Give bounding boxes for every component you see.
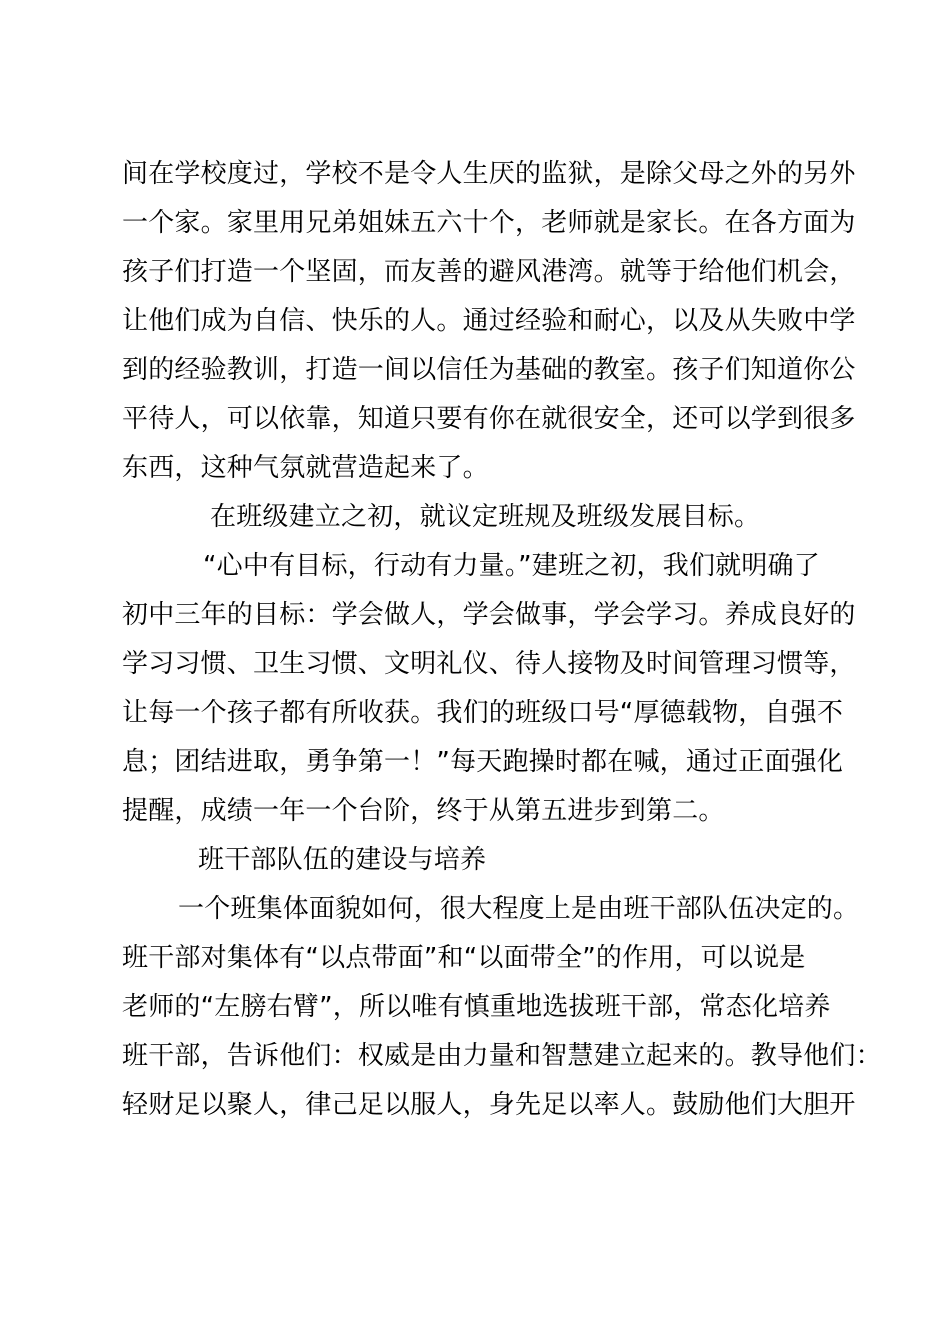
text-line-13: 息；团结进取，勇争第一！”每天跑操时都在喊，通过正面强化 bbox=[122, 747, 844, 777]
text-line-9: “心中有目标，行动有力量。”建班之初，我们就明确了 bbox=[203, 551, 820, 581]
text-line-19: 班干部，告诉他们：权威是由力量和智慧建立起来的。教导他们： bbox=[122, 1041, 882, 1071]
section-heading-1: 在班级建立之初，就议定班规及班级发展目标。 bbox=[210, 502, 761, 532]
text-line-11: 学习习惯、卫生习惯、文明礼仪、待人接物及时间管理习惯等， bbox=[122, 649, 856, 679]
text-line-14: 提醒，成绩一年一个台阶，终于从第五进步到第二。 bbox=[122, 796, 725, 826]
text-line-17: 班干部对集体有“以点带面”和“以面带全”的作用，可以说是 bbox=[122, 943, 806, 973]
text-line-6: 平待人，可以依靠，知道只要有你在就很安全，还可以学到很多 bbox=[122, 404, 856, 434]
text-line-18: 老师的“左膀右臂”，所以唯有慎重地选拔班干部，常态化培养 bbox=[122, 992, 831, 1022]
section-heading-2: 班干部队伍的建设与培养 bbox=[198, 845, 487, 875]
text-line-5: 到的经验教训，打造一间以信任为基础的教室。孩子们知道你公 bbox=[122, 355, 856, 385]
text-line-12: 让每一个孩子都有所收获。我们的班级口号“厚德载物，自强不 bbox=[122, 698, 844, 728]
text-line-20: 轻财足以聚人，律己足以服人，身先足以率人。鼓励他们大胆开 bbox=[122, 1090, 856, 1120]
text-line-7: 东西，这种气氛就营造起来了。 bbox=[122, 453, 489, 483]
text-line-16: 一个班集体面貌如何，很大程度上是由班干部队伍决定的。 bbox=[178, 894, 860, 924]
text-line-3: 孩子们打造一个坚固，而友善的避风港湾。就等于给他们机会， bbox=[122, 257, 856, 287]
text-line-1: 间在学校度过，学校不是令人生厌的监狱，是除父母之外的另外 bbox=[122, 159, 856, 189]
text-line-4: 让他们成为自信、快乐的人。通过经验和耐心，以及从失败中学 bbox=[122, 306, 856, 336]
text-line-10: 初中三年的目标：学会做人，学会做事，学会学习。养成良好的 bbox=[122, 600, 856, 630]
text-line-2: 一个家。家里用兄弟姐妹五六十个，老师就是家长。在各方面为 bbox=[122, 208, 856, 238]
